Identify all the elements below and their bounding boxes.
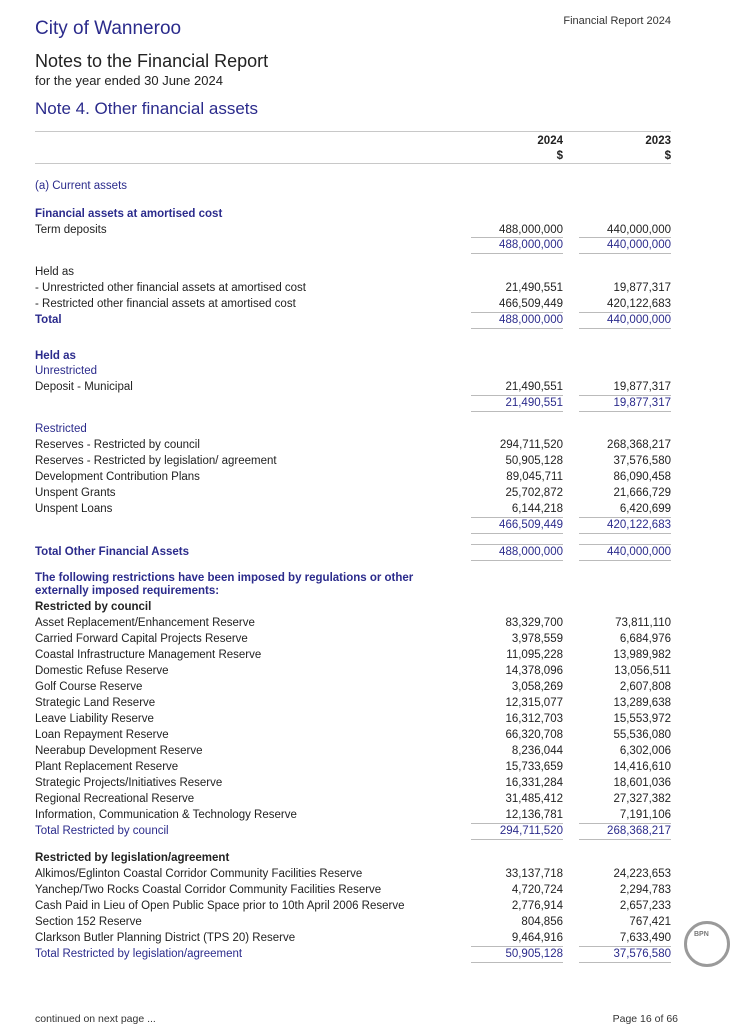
value-2023: 21,666,729 [613,487,671,499]
row-label: Reserves - Restricted by legislation/ agreement [35,455,277,467]
column-year-2024: 2024 [537,135,563,147]
value-2023: 27,327,382 [613,793,671,805]
value-2024: 3,058,269 [511,681,563,693]
row-label: Information, Communication & Technology Reserve [35,809,297,821]
row-label: Neerabup Development Reserve [35,745,203,757]
table-row [35,363,671,379]
table-row [35,882,671,898]
table-row [35,599,671,615]
value-2023: 440,000,000 [579,312,671,329]
row-label: The following restrictions have been imposed by regulations or other [35,572,414,584]
table-row [35,823,671,839]
value-2023: 37,576,580 [579,946,671,963]
value-2023: 37,576,580 [613,455,671,467]
row-label: Alkimos/Eglinton Coastal Corridor Community Facilities Reserve [35,868,363,880]
row-label: Held as [35,266,74,278]
value-2024: 50,905,128 [471,946,563,963]
value-2023: 420,122,683 [607,298,671,310]
table-row [35,222,671,238]
row-label: Cash Paid in Lieu of Open Public Space prior to 10th April 2006 Reserve [35,900,405,912]
continued-note: continued on next page ... [35,1013,156,1025]
value-2024: 83,329,700 [505,617,563,629]
row-label: Regional Recreational Reserve [35,793,195,805]
value-2023: 2,607,808 [619,681,671,693]
page-subtitle: for the year ended 30 June 2024 [35,73,223,88]
value-2024: 15,733,659 [505,761,563,773]
table-row [35,437,671,453]
value-2023: 24,223,653 [613,868,671,880]
value-2024: 488,000,000 [499,224,563,236]
table-row [35,743,671,759]
value-2023: 7,191,106 [619,809,671,821]
table-row [35,711,671,727]
value-2023: 13,989,982 [613,649,671,661]
table-row [35,775,671,791]
value-2023: 19,877,317 [613,381,671,393]
table-row [35,914,671,930]
value-2023: 268,368,217 [579,823,671,840]
value-2024: 14,378,096 [505,665,563,677]
value-2024: 294,711,520 [499,439,563,451]
value-2023: 440,000,000 [579,544,671,561]
row-label: Total Restricted by council [35,825,169,837]
value-2023: 420,122,683 [579,517,671,534]
value-2023: 6,302,006 [619,745,671,757]
table-row [35,379,671,395]
table-row [35,791,671,807]
value-2023: 767,421 [629,916,671,928]
table-row [35,178,671,194]
value-2024: 3,978,559 [511,633,563,645]
value-2023: 13,056,511 [614,665,671,677]
row-label: Asset Replacement/Enhancement Reserve [35,617,255,629]
value-2024: 9,464,916 [511,932,563,944]
audit-stamp [684,921,730,967]
table-row [35,583,671,599]
row-label: Total [35,314,62,326]
value-2023: 18,601,036 [613,777,671,789]
audit-stamp-mark: BPN [694,931,709,938]
table-row [35,615,671,631]
value-2023: 268,368,217 [607,439,671,451]
value-2024: 6,144,218 [511,503,563,515]
column-header-2024 [471,134,563,164]
table-row [35,348,671,364]
row-label: - Unrestricted other financial assets at amortised cost [35,282,307,294]
table-row [35,679,671,695]
row-label: (a) Current assets [35,180,128,192]
table-top-rule [35,131,671,132]
table-row [35,395,671,411]
row-label: Deposit - Municipal [35,381,133,393]
row-label: Restricted by legislation/agreement [35,852,230,864]
page-number: Page 16 of 66 [612,1013,678,1025]
row-label: Strategic Projects/Initiatives Reserve [35,777,223,789]
table-row [35,807,671,823]
note-title: Note 4. Other financial assets [35,99,259,118]
column-unit-2023: $ [664,150,671,162]
value-2024: 294,711,520 [471,823,563,840]
table-header-rule [35,163,671,164]
row-label: Coastal Infrastructure Management Reserve [35,649,262,661]
row-label: Unspent Grants [35,487,116,499]
value-2024: 33,137,718 [505,868,563,880]
page-title: Notes to the Financial Report [35,51,269,71]
value-2023: 55,536,080 [613,729,671,741]
row-label: - Restricted other financial assets at amortised cost [35,298,296,310]
table-row [35,206,671,222]
column-unit-2024: $ [556,150,563,162]
row-label: Unrestricted [35,365,97,377]
value-2024: 21,490,551 [471,395,563,412]
table-row [35,469,671,485]
table-row [35,544,671,560]
row-label: Restricted [35,423,87,435]
value-2024: 804,856 [521,916,563,928]
value-2024: 25,702,872 [505,487,563,499]
row-label: Term deposits [35,224,107,236]
column-header-2023 [579,134,671,164]
value-2023: 2,657,233 [619,900,671,912]
value-2024: 2,776,914 [511,900,563,912]
row-label: Unspent Loans [35,503,113,515]
value-2024: 12,136,781 [505,809,563,821]
table-row [35,866,671,882]
table-row [35,663,671,679]
row-label: Leave Liability Reserve [35,713,154,725]
row-label: Clarkson Butler Planning District (TPS 20) Reserve [35,932,296,944]
row-label: Section 152 Reserve [35,916,142,928]
value-2024: 50,905,128 [505,455,563,467]
row-label: Loan Repayment Reserve [35,729,169,741]
row-label: Development Contribution Plans [35,471,200,483]
table-row [35,453,671,469]
value-2024: 8,236,044 [511,745,563,757]
table-row [35,946,671,962]
value-2024: 466,509,449 [471,517,563,534]
value-2024: 89,045,711 [506,471,563,483]
value-2024: 4,720,724 [511,884,563,896]
row-label: Restricted by council [35,601,152,613]
value-2024: 66,320,708 [505,729,563,741]
value-2023: 7,633,490 [619,932,671,944]
value-2024: 11,095,228 [506,649,563,661]
row-label: Reserves - Restricted by council [35,439,200,451]
table-row [35,727,671,743]
table-row [35,264,671,280]
value-2023: 86,090,458 [613,471,671,483]
table-row [35,280,671,296]
row-label: Carried Forward Capital Projects Reserve [35,633,248,645]
value-2023: 19,877,317 [579,395,671,412]
table-row [35,485,671,501]
value-2024: 16,312,703 [505,713,563,725]
value-2023: 15,553,972 [613,713,671,725]
table-row [35,930,671,946]
row-label: Yanchep/Two Rocks Coastal Corridor Community Facilities Reserve [35,884,382,896]
table-row [35,759,671,775]
row-label: Financial assets at amortised cost [35,208,223,220]
value-2024: 21,490,551 [505,282,563,294]
value-2023: 73,811,110 [615,617,671,629]
row-label: externally imposed requirements: [35,585,220,597]
table-row [35,421,671,437]
value-2024: 16,331,284 [505,777,563,789]
table-row [35,850,671,866]
value-2023: 13,289,638 [613,697,671,709]
value-2024: 488,000,000 [471,544,563,561]
row-label: Held as [35,350,76,362]
table-row [35,898,671,914]
value-2023: 440,000,000 [607,224,671,236]
value-2024: 488,000,000 [471,237,563,254]
value-2023: 19,877,317 [613,282,671,294]
value-2024: 31,485,412 [505,793,563,805]
table-row [35,631,671,647]
row-label: Domestic Refuse Reserve [35,665,169,677]
row-label: Golf Course Reserve [35,681,143,693]
report-label: Financial Report 2024 [563,15,671,27]
value-2023: 440,000,000 [579,237,671,254]
table-row [35,296,671,312]
row-label: Plant Replacement Reserve [35,761,179,773]
column-year-2023: 2023 [645,135,671,147]
value-2024: 21,490,551 [505,381,563,393]
table-row [35,517,671,533]
row-label: Total Restricted by legislation/agreement [35,948,243,960]
table-row [35,312,671,328]
table-row [35,647,671,663]
value-2023: 2,294,783 [619,884,671,896]
value-2024: 488,000,000 [471,312,563,329]
value-2024: 466,509,449 [499,298,563,310]
value-2023: 6,684,976 [619,633,671,645]
table-row [35,237,671,253]
table-row [35,501,671,517]
value-2024: 12,315,077 [505,697,563,709]
value-2023: 14,416,610 [613,761,671,773]
row-label: Total Other Financial Assets [35,546,190,558]
organisation-name: City of Wanneroo [35,18,182,39]
value-2023: 6,420,699 [619,503,671,515]
table-row [35,695,671,711]
row-label: Strategic Land Reserve [35,697,156,709]
